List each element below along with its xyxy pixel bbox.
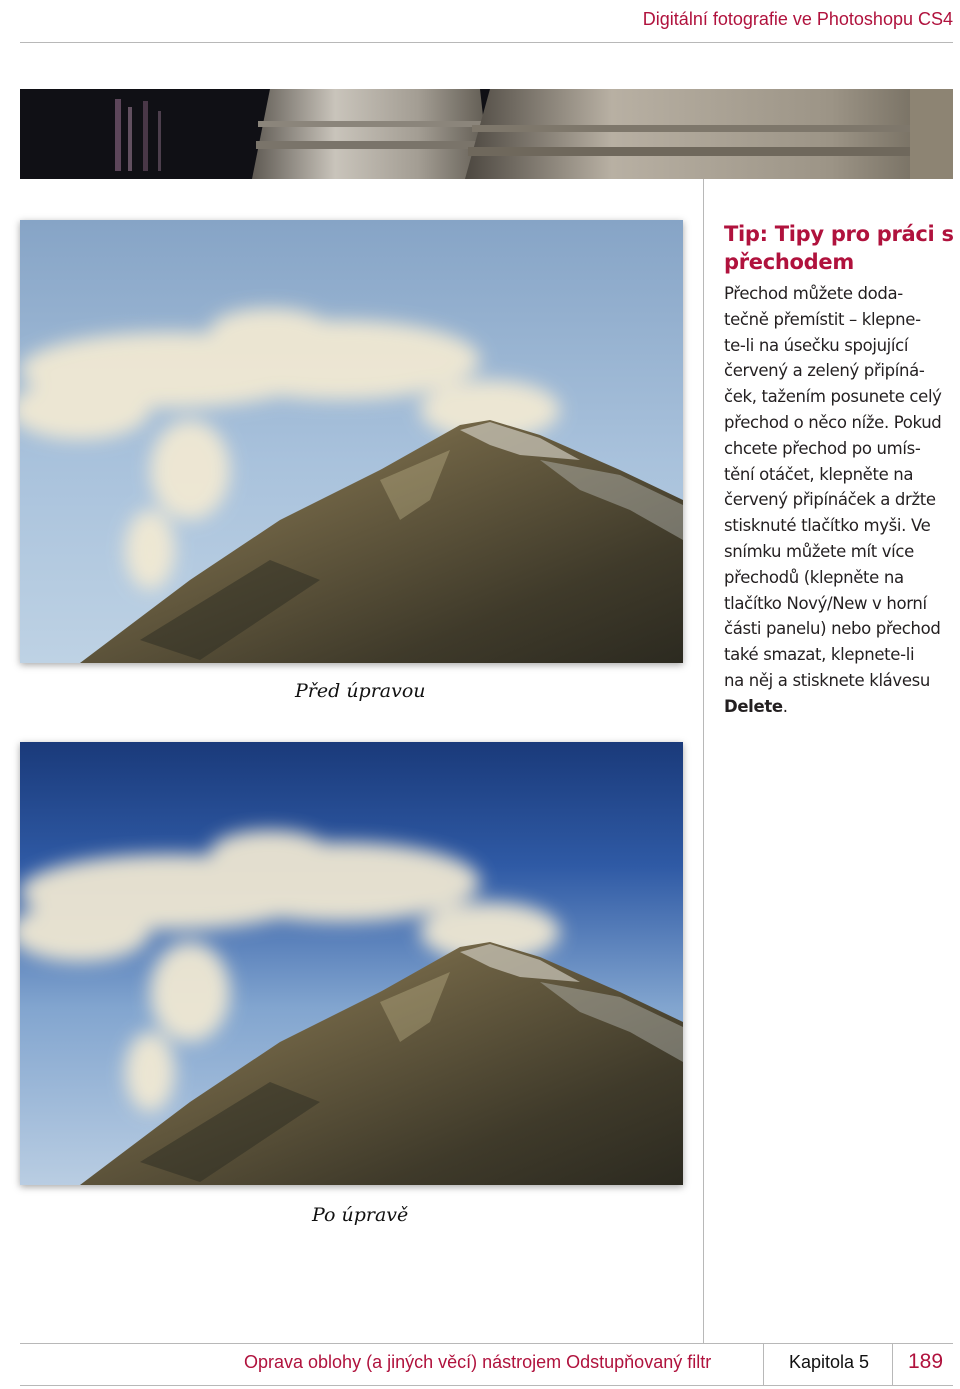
- tip-body-line: tlačítko Nový/New v horní: [724, 593, 927, 613]
- banner-columns-illustration: [20, 89, 953, 179]
- footer-separator: [763, 1343, 764, 1385]
- tip-body-line: chcete přechod po umís-: [724, 438, 921, 458]
- tip-body-line: části panelu) nebo přechod: [724, 619, 941, 639]
- caption-before: Před úpravou: [295, 680, 426, 702]
- tip-body-line: stisknuté tlačítko myši. Ve: [724, 516, 931, 536]
- page-number: 189: [908, 1350, 944, 1373]
- tip-body-line: červený a zelený připíná-: [724, 361, 925, 381]
- tip-body-end: .: [782, 696, 788, 716]
- tip-body-line: tečně přemístit – klepne-: [724, 309, 921, 329]
- photo-after-edit: [20, 742, 683, 1185]
- banner-image: [20, 89, 953, 179]
- running-header: Digitální fotografie ve Photoshopu CS4: [642, 9, 953, 29]
- footer-rule-top: [20, 1343, 953, 1344]
- tip-body-line: na něj a stisknete klávesu: [724, 670, 931, 690]
- footer-rule-bottom: [20, 1385, 953, 1386]
- tip-body-line: Přechod můžete doda-: [724, 284, 903, 303]
- tip-body-line: te-li na úsečku spojující: [724, 335, 909, 355]
- mountain-photo-after: [20, 742, 683, 1185]
- mountain-photo-before: [20, 220, 683, 663]
- tip-body-line: ček, tažením posunete celý: [724, 387, 942, 407]
- tip-body-line: tění otáčet, klepněte na: [724, 464, 914, 484]
- tip-title: Tip: Tipy pro práci s přechodem: [724, 222, 954, 274]
- header-rule: [20, 42, 953, 43]
- tip-body-line: snímku můžete mít více: [724, 541, 914, 561]
- tip-body-line: přechod o něco níže. Pokud: [724, 412, 942, 432]
- photo-before-edit: [20, 220, 683, 663]
- tip-body: [724, 281, 956, 720]
- footer-separator: [892, 1343, 893, 1385]
- tip-body-last-line: [724, 694, 956, 720]
- footer-chapter-title: Oprava oblohy (a jiných věcí) nástrojem Odstupňovaný filtr: [244, 1352, 712, 1372]
- tip-body-line: červený připínáček a držte: [724, 490, 936, 510]
- column-divider: [703, 179, 704, 1343]
- delete-key-name: Delete: [724, 696, 783, 716]
- footer-chapter-label: Kapitola 5: [789, 1352, 870, 1372]
- caption-after: Po úpravě: [312, 1204, 409, 1226]
- tip-body-line: přechodů (klepněte na: [724, 567, 904, 587]
- tip-body-line: také smazat, klepnete-li: [724, 645, 915, 665]
